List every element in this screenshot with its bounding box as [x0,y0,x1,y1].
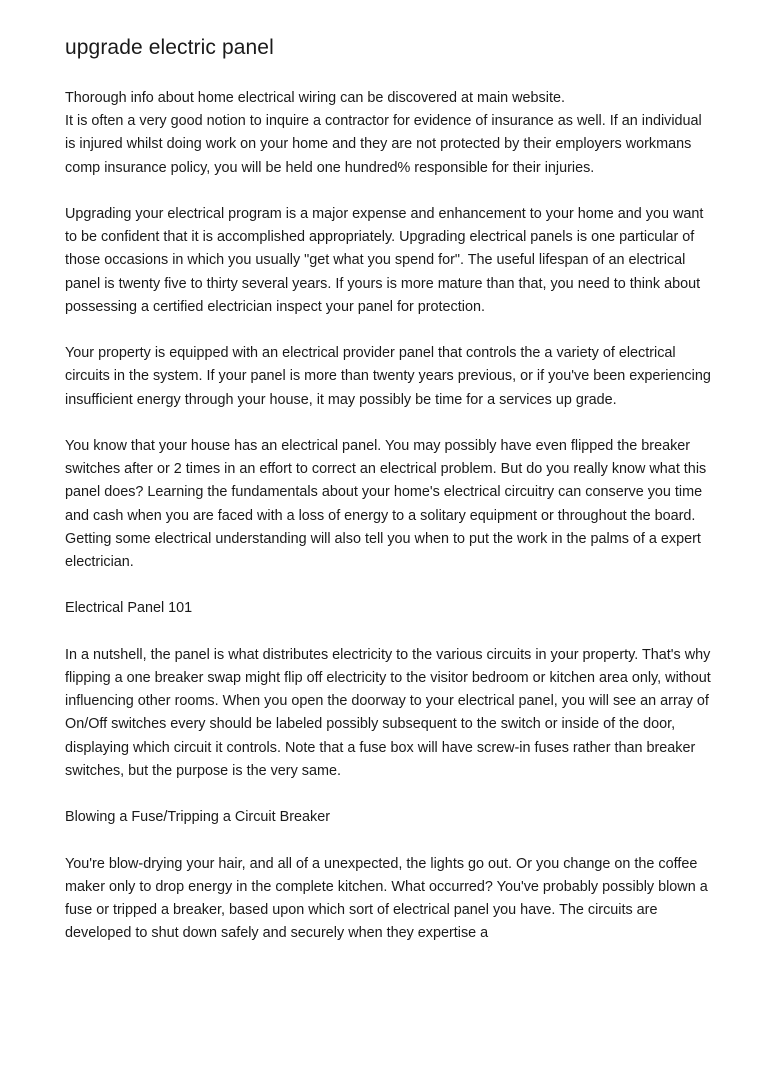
paragraph-upgrading: Upgrading your electrical program is a major expense and enhancement to your home and you want to be confident that it is accomplished appropriately. Upgrading electrical panels is one particular of those occasions in which you usually "get what you spend for". The useful lifespan of an electrical panel is twenty five to thirty several years. If yours is more mature than that, you need to think about possessing a certified electrician inspect your panel for protection. [65,206,704,315]
paragraph-nutshell: In a nutshell, the panel is what distributes electricity to the various circuits in your property. That's why flipping a one breaker swap might flip off electricity to the visitor bedroom or kitchen area only, without influencing other rooms. When you open the doorway to your electrical panel, you will see an array of On/Off switches every should be labeled possibly subsequent to the switch or inside of the door, displaying which circuit it controls. Note that a fuse box will have screw-in fuses rather than breaker switches, but the purpose is the very same. [65,646,711,779]
section-heading-blowing-fuse: Blowing a Fuse/Tripping a Circuit Breaker [65,809,331,826]
paragraph-service-panel: Your property is equipped with an electrical provider panel that controls the a variety of electrical circuits in the system. If your panel is more than twenty years previous, or if you've been experiencing insufficient energy through your house, it may possibly be time for a services up grade. [65,345,711,408]
document-title: upgrade electric panel [65,36,274,59]
document-page [65,36,715,969]
paragraph-blow-drying: You're blow-drying your hair, and all of a unexpected, the lights go out. Or you change on the coffee maker only to drop energy in the complete kitchen. What occurred? You've probably possibly blown a fuse or tripped a breaker, based upon which sort of electrical panel you have. The circuits are developed to shut down safely and securely when they expertise a [65,855,708,942]
paragraph-intro: Thorough info about home electrical wiring can be discovered at main website. It is often a very good notion to inquire a contractor for evidence of insurance as well. If an individual is injured whilst doing work on your home and they are not protected by their employers workmans comp insurance policy, you will be held one hundred% responsible for their injuries. [65,90,702,176]
paragraph-breaker-basics: You know that your house has an electrical panel. You may possibly have even flipped the breaker switches after or 2 times in an effort to correct an electrical problem. But do you really know what this panel does? Learning the fundamentals about your home's electrical circuitry can conserve you time and cash when you are faced with a loss of energy to a solitary equipment or throughout the board. Getting some electrical understanding will also tell you when to put the work in the palms of a expert electrician. [65,438,707,571]
section-heading-panel-101: Electrical Panel 101 [65,600,193,617]
